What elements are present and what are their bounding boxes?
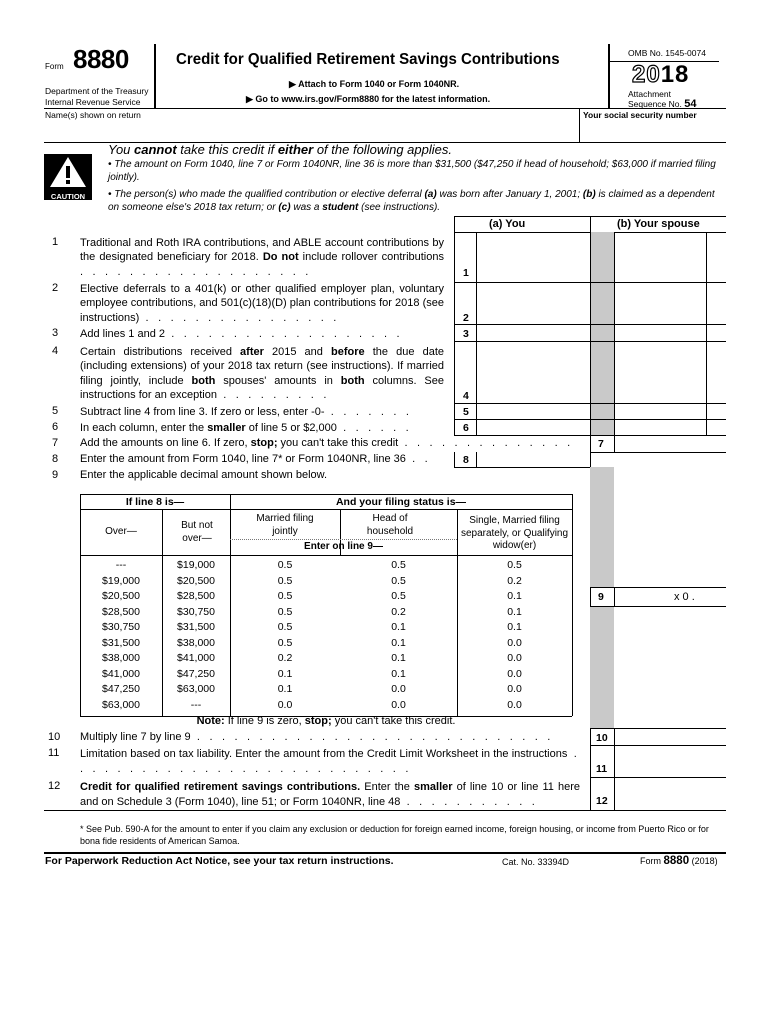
table-cell-over: $31,500 [102, 636, 140, 649]
table-cell-mfj: 0.0 [277, 698, 293, 711]
line-5-spouse-field[interactable] [616, 404, 704, 418]
line-7-number: 7 [52, 437, 59, 449]
year-bold: 18 [660, 61, 690, 88]
table-cell-single: 0.0 [507, 636, 522, 649]
table-cell-over: $30,750 [102, 621, 140, 633]
line-12-text: Credit for qualified retirement savings contributions. Enter the smaller of line 10 or line 11 here and on Schedule 3 (Form 1040), line 51; or Form 1040NR, line 48 . . . . . . . . . . . [80, 781, 580, 808]
table-header-hoh: Head of household [366, 513, 414, 537]
dept-treasury: Department of the Treasury [45, 86, 149, 96]
table-cell-mfj: 0.1 [277, 683, 293, 695]
table-header-enter-on: Enter on line 9— [304, 541, 383, 552]
table-cell-hoh: 0.2 [391, 605, 406, 618]
footnote: * See Pub. 590-A for the amount to enter if you claim any exclusion or deduction for foreign earned income, foreign housing, or income from Puerto Rico or for bona fide residents of American Samoa. [80, 824, 709, 846]
table-cell-mfj: 0.5 [277, 621, 293, 633]
table-cell-over: $20,500 [102, 590, 140, 602]
line-3-spouse-field[interactable] [616, 325, 704, 340]
table-cell-over: $38,000 [102, 652, 140, 664]
sequence-label: Sequence No. 54 [628, 98, 697, 110]
table-note: Note: If line 9 is zero, stop; you can't take this credit. [196, 715, 456, 727]
line-1-you-field[interactable] [478, 233, 588, 281]
table-cell-hoh: 0.0 [391, 698, 406, 711]
table-cell-over: $41,000 [102, 667, 140, 680]
table-cell-over: $47,250 [102, 683, 140, 695]
line-12-number: 12 [48, 780, 61, 792]
column-b-header: (b) Your spouse [617, 218, 700, 230]
table-header-filing-status: And your filing status is— [335, 496, 467, 508]
line-11-field[interactable] [616, 746, 724, 776]
table-header-line8: If line 8 is— [125, 496, 185, 508]
ssn-field[interactable] [582, 121, 722, 141]
table-cell-hoh: 0.1 [391, 621, 406, 633]
line-1-box: 1 [463, 267, 469, 279]
line-8-field[interactable] [478, 452, 588, 467]
irs-label: Internal Revenue Service [45, 97, 141, 107]
tax-year [632, 61, 689, 89]
line-2-spouse-field[interactable] [616, 283, 704, 323]
line-9-multiplier: x 0 . [674, 591, 695, 603]
line-6-spouse-field[interactable] [616, 420, 704, 434]
caution-icon [44, 154, 92, 200]
line-8-text: Enter the amount from Form 1040, line 7* or Form 1040NR, line 36 . . [80, 453, 431, 465]
form-number: 8880 [73, 44, 129, 74]
table-header-single: Single, Married filing separately, or Qualifying widow(er) [460, 515, 569, 551]
table-cell-single: 0.1 [507, 621, 522, 633]
table-cell-but-not-over: $31,500 [177, 621, 215, 633]
caution-bullet-2: • The person(s) who made the qualified contribution or elective deferral (a) was born after January 1, 2001; (b) is claimed as a dependent on someone else's 2018 tax return; or (c) was a student (see instructions). [108, 189, 715, 213]
line-7-box: 7 [598, 438, 604, 450]
line-6-box: 6 [463, 422, 469, 434]
table-cell-single: 0.5 [507, 559, 522, 571]
line-1-text: Traditional and Roth IRA contributions, and ABLE account contributions by the designated beneficiary for 2018. Do not include rollover contributions . . . . . . . . . . . . . . . . . . . [80, 237, 444, 278]
table-cell-but-not-over: $28,500 [177, 590, 215, 602]
table-cell-single: 0.0 [507, 667, 522, 680]
table-cell-but-not-over: $30,750 [177, 605, 215, 618]
sequence-number: 54 [684, 98, 697, 110]
table-cell-but-not-over: $20,500 [177, 574, 215, 587]
table-cell-hoh: 0.0 [391, 683, 406, 695]
line-2-you-field[interactable] [478, 283, 588, 323]
line-4-box: 4 [463, 390, 469, 402]
decimal-table [80, 494, 572, 716]
table-cell-mfj: 0.5 [277, 636, 293, 649]
omb-number: OMB No. 1545-0074 [628, 48, 706, 58]
table-cell-mfj: 0.5 [277, 574, 293, 587]
line-5-text: Subtract line 4 from line 3. If zero or less, enter -0- . . . . . . . [80, 406, 413, 418]
table-cell-single: 0.0 [507, 683, 522, 695]
line-3-number: 3 [52, 327, 59, 339]
ssn-label: Your social security number [583, 110, 697, 120]
line-3-you-field[interactable] [478, 325, 588, 340]
warning-triangle-icon [44, 154, 92, 190]
table-cell-single: 0.1 [507, 605, 522, 618]
table-cell-hoh: 0.5 [391, 559, 406, 571]
line-1-number: 1 [52, 236, 59, 248]
line-3-text: Add lines 1 and 2 . . . . . . . . . . . . . . . . . . . [80, 328, 403, 340]
line-11-box: 11 [596, 763, 608, 775]
table-cell-but-not-over: $38,000 [177, 636, 215, 649]
table-cell-but-not-over: $63,000 [177, 683, 215, 695]
line-4-spouse-field[interactable] [616, 342, 704, 402]
line-4-you-field[interactable] [478, 342, 588, 402]
line-4-number: 4 [52, 345, 59, 357]
table-cell-over: --- [115, 559, 127, 571]
line-2-text: Elective deferrals to a 401(k) or other qualified employer plan, voluntary employee contributions, and 501(c)(18)(D) plan contributions for 2018 (see instructions) . . . . . . . . . . . . . . . . [80, 283, 444, 324]
line-7-field[interactable] [616, 436, 724, 452]
line-7-text: Add the amounts on line 6. If zero, stop; you can't take this credit . . . . . . . . . . . . . . [80, 437, 574, 449]
line-4-text: Certain distributions received after 2015 and before the due date (including extensions) of your 2018 tax return (see instructions). If married filing jointly, include both spouses' amounts in both columns. See instructions for an exception . . . . . . . . . [80, 346, 445, 401]
year-outline: 20 [632, 61, 661, 88]
line-6-you-field[interactable] [478, 420, 588, 434]
line-10-box: 10 [596, 732, 608, 744]
line-9-text: Enter the applicable decimal amount shown below. [80, 469, 328, 481]
footer-form-id: Form 8880 (2018) [640, 855, 718, 867]
caution-label: CAUTION [50, 192, 86, 201]
table-cell-hoh: 0.1 [391, 636, 406, 649]
column-a-header: (a) You [489, 218, 526, 230]
table-cell-single: 0.0 [507, 652, 522, 664]
line-11-text: Limitation based on tax liability. Enter the amount from the Credit Limit Worksheet in the instructions . . . . . . . . . . . . . . . . . . . . . . . . . . . . [80, 748, 580, 775]
table-cell-but-not-over: $19,000 [177, 559, 215, 571]
goto-instruction: ▶ Go to www.irs.gov/Form8880 for the latest information. [246, 94, 491, 104]
caution-heading: You cannot take this credit if either of the following applies. [108, 142, 452, 157]
table-cell-mfj: 0.2 [277, 652, 293, 664]
attach-instruction: ▶ Attach to Form 1040 or Form 1040NR. [289, 79, 460, 89]
line-9-box: 9 [598, 591, 604, 603]
table-cell-over: $19,000 [102, 574, 140, 587]
line-3-box: 3 [463, 328, 469, 340]
table-cell-over: $28,500 [102, 605, 140, 618]
line-12-box: 12 [596, 795, 608, 807]
table-header-mfj: Married filing jointly [256, 513, 314, 537]
line-10-text: Multiply line 7 by line 9 . . . . . . . . . . . . . . . . . . . . . . . . . . . . . [80, 731, 554, 743]
table-cell-hoh: 0.5 [391, 590, 406, 602]
table-cell-single: 0.1 [507, 590, 522, 602]
attachment-label: Attachment [628, 89, 671, 99]
line-2-number: 2 [52, 282, 59, 294]
line-11-number: 11 [48, 747, 60, 759]
table-cell-mfj: 0.5 [277, 605, 293, 618]
table-cell-but-not-over: --- [190, 698, 202, 711]
line-5-number: 5 [52, 405, 59, 417]
line-9-number: 9 [52, 469, 59, 481]
table-cell-mfj: 0.5 [277, 590, 293, 602]
table-cell-mfj: 0.5 [277, 559, 293, 571]
line-10-field[interactable] [616, 729, 724, 745]
table-cell-over: $63,000 [102, 698, 140, 711]
catalog-number: Cat. No. 33394D [502, 857, 570, 867]
caution-bullet-1: • The amount on Form 1040, line 7 or Form 1040NR, line 36 is more than $31,500 ($47,250 if head of household; $63,000 if married filing jointly). [108, 159, 716, 183]
name-field[interactable] [45, 121, 575, 141]
table-cell-mfj: 0.1 [277, 667, 293, 680]
table-cell-single: 0.0 [507, 698, 522, 711]
table-cell-single: 0.2 [507, 574, 522, 587]
table-cell-but-not-over: $41,000 [177, 652, 215, 664]
table-cell-hoh: 0.5 [391, 574, 406, 587]
line-6-text: In each column, enter the smaller of line 5 or $2,000 . . . . . . [80, 422, 412, 434]
table-cell-hoh: 0.1 [391, 667, 406, 680]
line-2-box: 2 [463, 312, 469, 324]
paperwork-notice: For Paperwork Reduction Act Notice, see your tax return instructions. [45, 855, 394, 867]
line-1-spouse-field[interactable] [616, 233, 704, 281]
form-label: Form [45, 62, 64, 71]
form-title: Credit for Qualified Retirement Savings Contributions [176, 51, 560, 68]
line-8-box: 8 [463, 454, 469, 466]
table-header-but-not-over: But not over— [181, 520, 213, 544]
line-8-number: 8 [52, 453, 59, 465]
line-6-number: 6 [52, 421, 59, 433]
table-header-over: Over— [105, 526, 137, 537]
line-10-number: 10 [48, 731, 61, 743]
table-cell-hoh: 0.1 [391, 652, 406, 664]
table-cell-but-not-over: $47,250 [177, 667, 215, 680]
line-12-field[interactable] [616, 778, 724, 808]
line-9-field[interactable] [616, 588, 724, 605]
line-5-box: 5 [463, 406, 469, 418]
names-label: Name(s) shown on return [45, 110, 141, 120]
line-5-you-field[interactable] [478, 404, 588, 418]
